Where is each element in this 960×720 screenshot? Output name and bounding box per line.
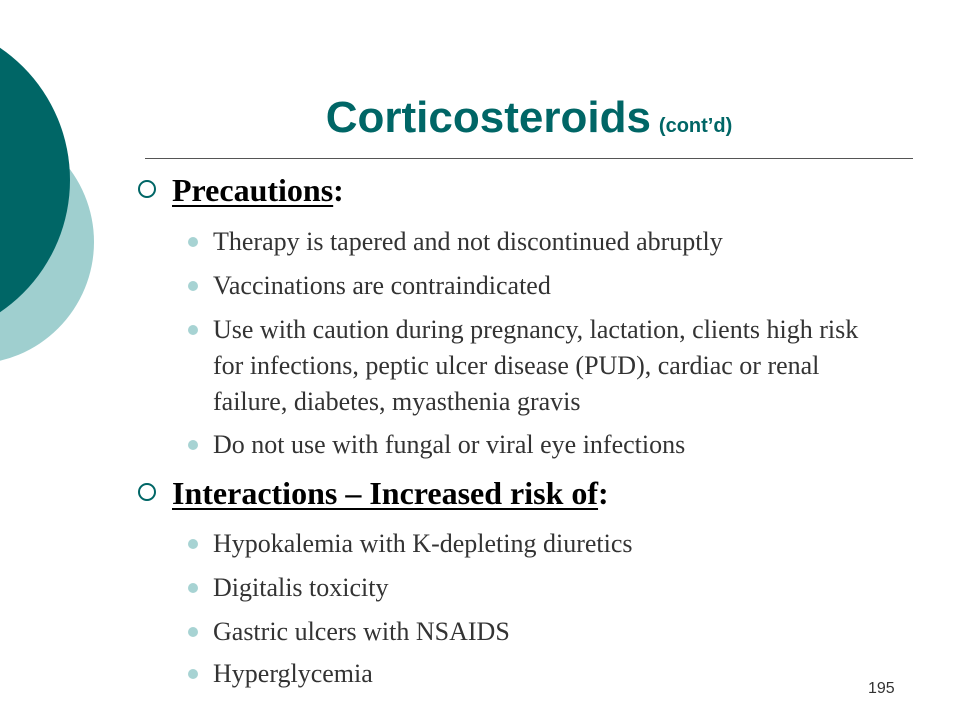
list-item-text: Hyperglycemia <box>213 659 373 688</box>
list-item-text: Digitalis toxicity <box>213 573 389 602</box>
list-item <box>188 427 878 463</box>
title-main: Corticosteroids <box>325 93 651 142</box>
hollow-circle-bullet-icon <box>138 180 156 198</box>
slide-title <box>0 92 960 145</box>
list-item <box>188 614 878 650</box>
bullet-dot-icon <box>188 539 198 549</box>
page-number: 195 <box>868 680 895 697</box>
bullet-dot-icon <box>188 325 198 335</box>
list-item <box>188 224 878 260</box>
section-heading-colon: : <box>333 172 344 208</box>
list-item-text: Therapy is tapered and not discontinued abruptly <box>213 227 723 256</box>
hollow-circle-bullet-icon <box>138 483 156 501</box>
bullet-dot-icon <box>188 237 198 247</box>
section-heading-text: Precautions <box>172 172 334 208</box>
title-divider <box>145 158 913 159</box>
bullet-dot-icon <box>188 669 198 679</box>
section-heading-colon: : <box>598 475 609 511</box>
section-heading-text: Interactions – Increased risk of <box>172 475 599 511</box>
list-item <box>188 268 878 304</box>
bullet-dot-icon <box>188 583 198 593</box>
list-item <box>188 656 878 692</box>
list-item-text: Do not use with fungal or viral eye infections <box>213 430 686 459</box>
bullet-dot-icon <box>188 627 198 637</box>
list-item <box>188 526 878 562</box>
list-item-text: Hypokalemia with K-depleting diuretics <box>213 529 633 558</box>
title-suffix: (cont’d) <box>658 115 733 137</box>
list-item <box>188 570 878 606</box>
list-item-text: Use with caution during pregnancy, lactation, clients high risk for infections, peptic ulcer disease (PUD), cardiac or renal failure, diabetes, myasthenia gravis <box>213 315 859 416</box>
list-item <box>188 312 878 420</box>
bullet-dot-icon <box>188 281 198 291</box>
section-heading-precautions <box>138 173 344 208</box>
bullet-dot-icon <box>188 440 198 450</box>
list-item-text: Gastric ulcers with NSAIDS <box>213 617 510 646</box>
section-heading-interactions <box>138 476 609 511</box>
list-item-text: Vaccinations are contraindicated <box>213 271 551 300</box>
